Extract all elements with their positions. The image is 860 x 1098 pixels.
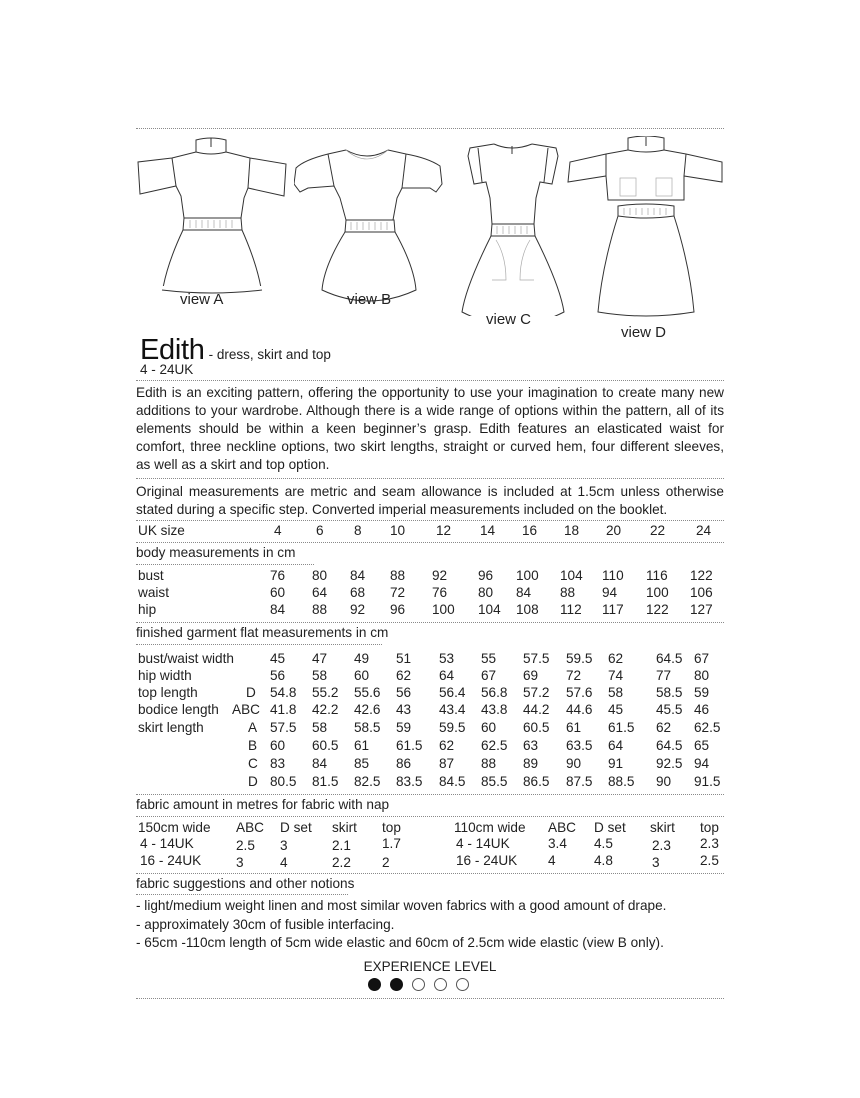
cell: 57.6 <box>566 685 593 700</box>
column-header: top <box>382 820 401 835</box>
cell: 47 <box>312 651 328 666</box>
empty-circle-icon <box>434 978 447 991</box>
row-label: top length <box>138 685 198 700</box>
cell: 88 <box>390 568 406 583</box>
cell: 104 <box>560 568 583 583</box>
cell: 90 <box>656 774 672 789</box>
cell: 2.1 <box>332 838 351 853</box>
cell: 46 <box>694 702 710 717</box>
cell: 4 <box>548 853 556 868</box>
cell: 72 <box>390 585 406 600</box>
size: 6 <box>316 523 324 538</box>
divider <box>136 542 724 543</box>
size-header-row <box>136 523 724 541</box>
cell: 77 <box>656 668 672 683</box>
cell: 84.5 <box>439 774 466 789</box>
cell: 58.5 <box>656 685 683 700</box>
view-c-label: view C <box>486 311 532 328</box>
cell: 59.5 <box>566 651 593 666</box>
cell: 94 <box>602 585 618 600</box>
divider <box>136 380 724 381</box>
finished-measurements-heading: finished garment flat measurements in cm <box>136 625 389 640</box>
cell: 82.5 <box>354 774 381 789</box>
cell: 45 <box>270 651 286 666</box>
fabric-width-label: 150cm wide <box>138 820 211 835</box>
empty-circle-icon <box>412 978 425 991</box>
cell: 67 <box>694 651 710 666</box>
cell: 117 <box>602 602 624 617</box>
cell: 80 <box>312 568 328 583</box>
cell: 84 <box>270 602 286 617</box>
filled-circle-icon <box>390 978 403 991</box>
row-label: 4 - 14UK <box>456 836 510 851</box>
divider <box>136 478 724 479</box>
cell: 83 <box>270 756 286 771</box>
cell: 45.5 <box>656 702 683 717</box>
size: 12 <box>436 523 452 538</box>
view-code: A <box>248 720 258 735</box>
cell: 43.4 <box>439 702 466 717</box>
column-header: top <box>700 820 719 835</box>
cell: 4 <box>280 855 288 870</box>
divider <box>136 564 314 565</box>
cell: 4.8 <box>594 853 613 868</box>
cell: 100 <box>432 602 455 617</box>
cell: 60 <box>270 585 286 600</box>
cell: 41.8 <box>270 702 297 717</box>
cell: 1.7 <box>382 836 401 851</box>
cell: 92 <box>350 602 366 617</box>
cell: 76 <box>432 585 448 600</box>
cell: 2.5 <box>700 853 719 868</box>
divider <box>136 644 382 645</box>
cell: 62 <box>656 720 672 735</box>
cell: 108 <box>516 602 539 617</box>
table-row <box>136 602 724 620</box>
cell: 76 <box>270 568 286 583</box>
list-item: - approximately 30cm of fusible interfacing. <box>136 916 395 932</box>
cell: 86.5 <box>523 774 550 789</box>
cell: 4.5 <box>594 836 613 851</box>
cell: 85 <box>354 756 370 771</box>
cell: 88 <box>312 602 328 617</box>
divider <box>136 816 724 817</box>
size: 22 <box>650 523 666 538</box>
row-label: hip width <box>138 668 192 683</box>
cell: 2.3 <box>652 838 671 853</box>
row-label: bust/waist width <box>138 651 234 666</box>
illustration-view-b <box>294 136 444 306</box>
cell: 60.5 <box>523 720 550 735</box>
size: 20 <box>606 523 622 538</box>
cell: 61.5 <box>608 720 635 735</box>
cell: 88.5 <box>608 774 635 789</box>
table-row <box>136 568 724 586</box>
cell: 60 <box>481 720 497 735</box>
cell: 60.5 <box>312 738 339 753</box>
cell: 96 <box>390 602 406 617</box>
table-row <box>136 685 724 703</box>
view-code: ABC <box>232 702 260 717</box>
cell: 64.5 <box>656 738 683 753</box>
cell: 84 <box>516 585 532 600</box>
cell: 65 <box>694 738 710 753</box>
experience-level-rating <box>368 978 469 992</box>
cell: 45 <box>608 702 624 717</box>
cell: 90 <box>566 756 582 771</box>
cell: 49 <box>354 651 370 666</box>
column-header: skirt <box>650 820 675 835</box>
table-row <box>136 774 724 792</box>
cell: 2.3 <box>700 836 719 851</box>
cell: 74 <box>608 668 624 683</box>
cell: 96 <box>478 568 494 583</box>
cell: 86 <box>396 756 412 771</box>
size: 24 <box>696 523 712 538</box>
cell: 122 <box>646 602 669 617</box>
pattern-subtitle: - dress, skirt and top <box>208 347 331 362</box>
cell: 67 <box>481 668 497 683</box>
illustration-view-d <box>566 136 726 326</box>
cell: 64 <box>439 668 455 683</box>
table-row <box>136 720 724 738</box>
row-label: bodice length <box>138 702 219 717</box>
experience-level-label: EXPERIENCE LEVEL <box>363 959 497 974</box>
cell: 62 <box>439 738 455 753</box>
size: 8 <box>354 523 362 538</box>
row-label: 16 - 24UK <box>456 853 518 868</box>
cell: 80 <box>694 668 710 683</box>
list-item: - light/medium weight linen and most similar woven fabrics with a good amount of drape. <box>136 898 667 913</box>
cell: 84 <box>312 756 328 771</box>
divider <box>136 794 724 795</box>
size-header-label: UK size <box>138 523 185 538</box>
cell: 42.2 <box>312 702 339 717</box>
list-item: - 65cm -110cm length of 5cm wide elastic and 60cm of 2.5cm wide elastic (view B only). <box>136 935 664 950</box>
size: 18 <box>564 523 580 538</box>
cell: 56 <box>270 668 286 683</box>
view-b-label: view B <box>347 291 392 308</box>
table-row <box>136 651 724 669</box>
cell: 43 <box>396 702 412 717</box>
cell: 58 <box>608 685 624 700</box>
cell: 91.5 <box>694 774 721 789</box>
cell: 64 <box>312 585 328 600</box>
empty-circle-icon <box>456 978 469 991</box>
cell: 100 <box>516 568 539 583</box>
cell: 57.5 <box>270 720 297 735</box>
cell: 92.5 <box>656 756 683 771</box>
cell: 89 <box>523 756 539 771</box>
view-code: C <box>248 756 258 771</box>
cell: 87.5 <box>566 774 593 789</box>
size: 16 <box>522 523 538 538</box>
size: 10 <box>390 523 406 538</box>
row-label: skirt length <box>138 720 204 735</box>
cell: 64 <box>608 738 624 753</box>
fabric-amount-heading: fabric amount in metres for fabric with nap <box>136 797 390 812</box>
cell: 3 <box>652 855 660 870</box>
table-row <box>136 756 724 774</box>
cell: 87 <box>439 756 455 771</box>
cell: 2.5 <box>236 838 255 853</box>
cell: 42.6 <box>354 702 381 717</box>
illustration-view-a <box>136 136 296 286</box>
cell: 127 <box>690 602 713 617</box>
cell: 83.5 <box>396 774 423 789</box>
size: 14 <box>480 523 496 538</box>
divider <box>136 128 724 129</box>
fabric-width-label: 110cm wide <box>454 820 526 835</box>
cell: 57.5 <box>523 651 550 666</box>
view-code: B <box>248 738 258 753</box>
column-header: ABC <box>548 820 576 835</box>
divider <box>136 520 724 521</box>
cell: 56 <box>396 685 412 700</box>
body-measurements-heading: body measurements in cm <box>136 545 296 560</box>
cell: 51 <box>396 651 412 666</box>
cell: 112 <box>560 602 582 617</box>
cell: 54.8 <box>270 685 297 700</box>
cell: 43.8 <box>481 702 508 717</box>
row-label: 16 - 24UK <box>140 853 202 868</box>
table-row <box>136 853 724 871</box>
cell: 62 <box>396 668 412 683</box>
cell: 61 <box>566 720 582 735</box>
cell: 3 <box>236 855 244 870</box>
cell: 3.4 <box>548 836 567 851</box>
divider <box>136 998 724 999</box>
cell: 59 <box>694 685 710 700</box>
cell: 44.2 <box>523 702 550 717</box>
cell: 55 <box>481 651 497 666</box>
cell: 100 <box>646 585 669 600</box>
cell: 122 <box>690 568 713 583</box>
table-row <box>136 668 724 686</box>
cell: 58 <box>312 668 328 683</box>
cell: 116 <box>646 568 668 583</box>
cell: 55.2 <box>312 685 339 700</box>
notions-heading: fabric suggestions and other notions <box>136 876 355 891</box>
cell: 61 <box>354 738 370 753</box>
divider <box>136 894 348 895</box>
row-label: hip <box>138 602 157 617</box>
divider <box>136 622 724 623</box>
cell: 106 <box>690 585 713 600</box>
cell: 84 <box>350 568 366 583</box>
cell: 104 <box>478 602 501 617</box>
cell: 110 <box>602 568 624 583</box>
cell: 56.8 <box>481 685 508 700</box>
measurement-note: Original measurements are metric and seam allowance is included at 1.5cm unless otherwise stated during a specific step. Converted imperial measurements included on the booklet. <box>136 484 724 517</box>
cell: 72 <box>566 668 582 683</box>
view-code: D <box>248 774 258 789</box>
row-label: 4 - 14UK <box>140 836 194 851</box>
cell: 63 <box>523 738 539 753</box>
description: Edith is an exciting pattern, offering the opportunity to use your imagination to create many new additions to your wardrobe. Although there is a wide range of options within the pattern, all of its elements should be within a keen beginner’s grasp. Edith features an elasticated waist for comfort, three neckline options, two skirt lengths, straight or curved hem, four different sleeves, as well as a skirt and top option. <box>136 385 724 472</box>
cell: 68 <box>350 585 366 600</box>
cell: 63.5 <box>566 738 593 753</box>
cell: 3 <box>280 838 288 853</box>
column-header: ABC <box>236 820 264 835</box>
cell: 62.5 <box>694 720 721 735</box>
cell: 62 <box>608 651 624 666</box>
cell: 80.5 <box>270 774 297 789</box>
column-header: D set <box>594 820 626 835</box>
size: 4 <box>274 523 282 538</box>
table-row <box>136 836 724 854</box>
cell: 64.5 <box>656 651 683 666</box>
row-label: waist <box>138 585 169 600</box>
cell: 57.2 <box>523 685 550 700</box>
view-code: D <box>246 685 256 700</box>
cell: 58 <box>312 720 328 735</box>
cell: 59.5 <box>439 720 466 735</box>
cell: 88 <box>560 585 576 600</box>
cell: 44.6 <box>566 702 593 717</box>
cell: 61.5 <box>396 738 423 753</box>
illustration-view-c <box>456 136 576 316</box>
cell: 56.4 <box>439 685 466 700</box>
view-a-label: view A <box>180 291 224 308</box>
divider <box>136 873 724 874</box>
cell: 58.5 <box>354 720 381 735</box>
table-row <box>136 702 724 720</box>
cell: 88 <box>481 756 497 771</box>
cell: 94 <box>694 756 710 771</box>
cell: 2.2 <box>332 855 351 870</box>
cell: 2 <box>382 855 390 870</box>
cell: 59 <box>396 720 412 735</box>
row-label: bust <box>138 568 164 583</box>
cell: 91 <box>608 756 624 771</box>
cell: 60 <box>270 738 286 753</box>
cell: 53 <box>439 651 455 666</box>
table-row <box>136 585 724 603</box>
pattern-name: Edith <box>140 334 205 366</box>
cell: 62.5 <box>481 738 508 753</box>
cell: 60 <box>354 668 370 683</box>
table-row <box>136 738 724 756</box>
notions-list <box>136 897 736 953</box>
size-range: 4 - 24UK <box>140 362 194 377</box>
cell: 92 <box>432 568 448 583</box>
column-header: skirt <box>332 820 357 835</box>
view-d-label: view D <box>621 324 667 341</box>
cell: 55.6 <box>354 685 381 700</box>
cell: 85.5 <box>481 774 508 789</box>
filled-circle-icon <box>368 978 381 991</box>
column-header: D set <box>280 820 312 835</box>
garment-illustrations <box>136 136 724 351</box>
cell: 80 <box>478 585 494 600</box>
cell: 69 <box>523 668 539 683</box>
cell: 81.5 <box>312 774 339 789</box>
